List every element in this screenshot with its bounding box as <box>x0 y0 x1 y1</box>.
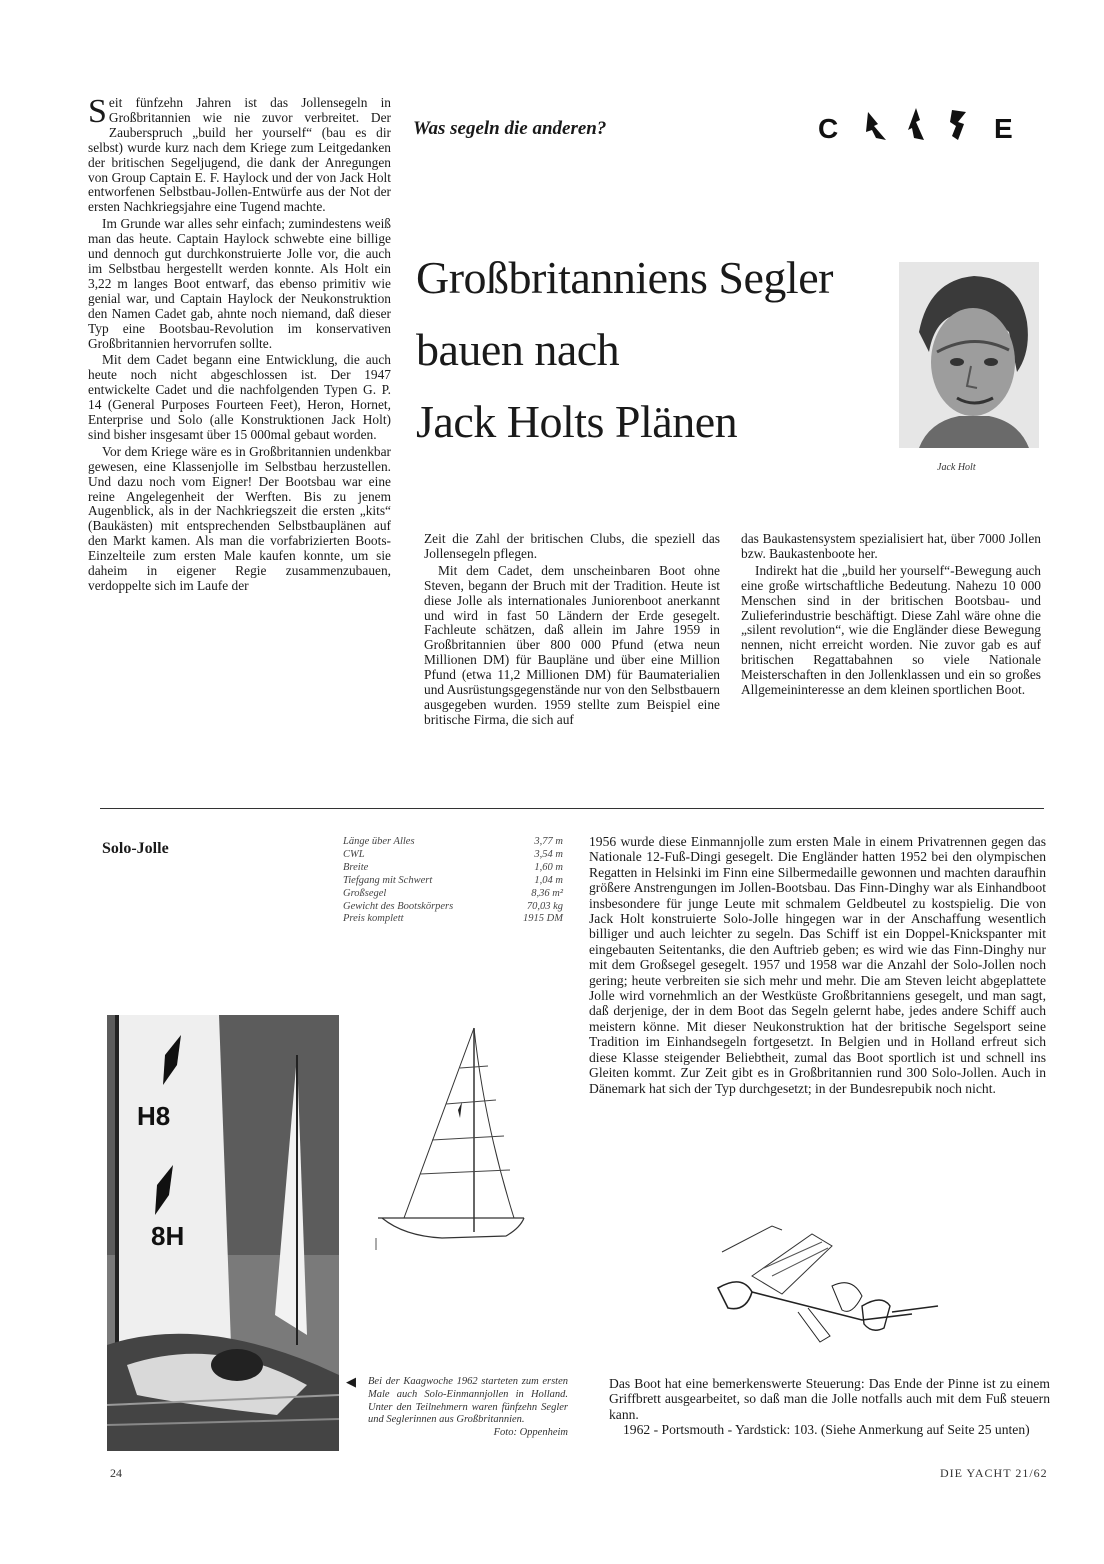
sail-number-bottom: 8H <box>151 1221 185 1251</box>
caption-pointer-icon: ◀ <box>346 1374 356 1389</box>
steering-text <box>609 1376 1050 1438</box>
classe-logo-icon <box>812 100 1022 146</box>
spec-label: Länge über Alles <box>343 836 415 847</box>
portrait-illustration <box>899 262 1039 448</box>
sail-plan-illustration <box>364 1022 534 1252</box>
right-column <box>741 532 1041 698</box>
spec-value: 3,77 m <box>534 836 563 847</box>
specs-table <box>343 836 563 926</box>
magazine-issue: DIE YACHT 21/62 <box>940 1466 1048 1480</box>
drop-cap: S <box>88 93 107 130</box>
spec-value: 1,60 m <box>534 861 563 873</box>
photo-credit: Foto: Oppenheim <box>493 1427 568 1439</box>
spec-label: Preis komplett <box>343 913 404 925</box>
left-column <box>88 93 391 594</box>
spec-value: 3,54 m <box>534 848 563 860</box>
section-divider <box>100 808 1044 809</box>
regatta-photo <box>107 1015 339 1451</box>
portrait-photo <box>899 262 1039 448</box>
middle-paragraph-2: Mit dem Cadet, dem unscheinbaren Boot ohne Steven, begann der Bruch mit der Tradition. Heute ist diese Jolle als internationales Juniorenboot anerkannt und wird in fast 50 Ländern der Erde gesegelt. Fachleute schätzen, daß allein im Jahre 1959 in Großbritannien über 800 000 Pfund (etwa neun Millionen DM) für Baupläne und über eine Million Pfund (etwa 11,2 Millionen DM) für Baumaterialien und Ausrüstungsgegenstände nur von den Selbstbauern ausgegeben wurden. 1959 stellte zum Beispiel eine britische Firma, die sich auf <box>424 562 720 727</box>
spec-label: Gewicht des Bootskörpers <box>343 900 454 912</box>
steering-paragraph-2: 1962 - Portsmouth - Yardstick: 103. (Siehe Anmerkung auf Seite 25 unten) <box>623 1422 1030 1438</box>
section-title: Solo-Jolle <box>102 840 169 857</box>
left-paragraph-3: Mit dem Cadet begann eine Entwicklung, die auch heute noch nicht abgeschlossen ist. Der 1947 entwickelte Cadet und die nachfolgenden Typen G. P. 14 (General Purposes Fourteen Feet), Heron, Hornet, Enterprise und Solo (alle Konstruktionen Jack Holt) sind bisher insgesamt über 15 000mal gebaut worden. <box>88 352 391 442</box>
headline-line-3: Jack Holts Plänen <box>416 396 738 447</box>
right-paragraph-2: Indirekt hat die „build her yourself“-Bewegung auch eine große wirtschaftliche Bedeutung. Nahezu 10 000 Menschen sind in der britischen Bootsbau- und Zulieferindustrie beschäftigt. Diese Zahl wäre ohne die „silent revolution“, wie die Engländer diese Bewegung nennen, nicht erreicht worden. Nie zuvor gab es auf britischen Regattabahnen so viele Nationale Meisterschaften in den Jollenklassen und ein so großes Allgemeininteresse an dem kleinen sportlichen Boot. <box>741 562 1041 698</box>
spec-label: Breite <box>343 861 369 873</box>
regatta-illustration <box>107 1015 339 1451</box>
sail-number-top: H8 <box>137 1101 171 1131</box>
headline <box>416 242 886 458</box>
spec-row <box>343 836 563 849</box>
solo-paragraph: 1956 wurde diese Einmannjolle zum ersten Male in einem Privatrennen gegen das Nationale 12-Fuß-Dingi gesegelt. Die Engländer hatten 1952 bei den olympischen Regatten in Helsinki im Finn eine Silbermedaille gewonnen und machten daraufhin größere Anstrengungen im Jollen-Bootsbau. Das Finn-Dinghy war als Einhandboot insbesondere für junge Leute mit schmalem Geldbeutel zu kostspielig. Die von Jack Holt konstruierte Solo-Jolle hingegen war in der Anschaffung wesentlich billiger und auch leichter zu segeln. Das Schiff ist ein Doppel-Knickspanter mit eingebauten Seitentanks, die den Auftrieb geben; es wird wie das Finn-Dinghy nur mit dem Großsegel gesegelt. 1957 und 1958 war die Anzahl der Solo-Jollen noch gering; heute verbreiten sie sich mehr und mehr. Die am Steven leicht abgeplattete Jolle wird vornehmlich an der Westküste Großbritanniens gesegelt, und man sagt, daß derjenige, der in dem Boot das Segeln gelernt habe, jedes andere Schiff auch meistern könne. Mit dieser Neukonstruktion hat der britische Segelsport seine Tradition im Einhandsegeln fortgesetzt. In Belgien und in Holland erfreut sich diese Klasse steigender Beliebtheit, zumal das Boot sportlich ist und schnell ins Gleiten kommt. Zur Zeit gibt es in Großbritannien rund 300 Solo-Jollen. Auch in Dänemark hat sich der Typ durchgesetzt; in der Bundesrepubik noch nicht. <box>589 834 1046 1096</box>
steering-illustration <box>712 1216 942 1356</box>
left-paragraph-1: eit fünfzehn Jahren ist das Jollensegeln in Großbritannien wie nie zuvor verbreitet. Der Zauberspruch „build her yourself“ (bau es dir selbst) wurde kurz nach dem Kriege zum Leitgedanken der britischen Segeljugend, die dank der Anregungen von Group Captain E. F. Haylock und der von Jack Holt entworfenen Selbstbau-Jollen-Entwürfe aus der Not der ersten Nachkriegsjahre eine Tugend machte. <box>88 95 391 215</box>
spec-label: Tiefgang mit Schwert <box>343 874 433 886</box>
steering-paragraph-1: Das Boot hat eine bemerkenswerte Steuerung: Das Ende der Pinne ist zu einem Griffbrett ausgearbeitet, so daß man die Jolle notfalls auch mit dem Fuß steuern kann. <box>609 1376 1050 1422</box>
spec-label: Großsegel <box>343 887 387 899</box>
spec-value: 70,03 kg <box>526 900 563 912</box>
left-paragraph-4: Vor dem Kriege wäre es in Großbritannien undenkbar gewesen, eine Klassenjolle im Selbstbau herzustellen. Und dazu noch vom Eigner! Der Bootsbau war eine reine Angelegenheit der Werften. Bis zu jenem Augenblick, als in der Nachkriegszeit die ersten „kits“ (Baukästen) mit entsprechenden Selbstbauplänen auf den Markt kamen. Als man die vorfabrizierten Boots-Einzelteile zum ersten Male kaufen konnte, um sie daheim in eigener Regie zusammenzubauen, verdoppelte sich im Laufe der <box>88 443 391 593</box>
svg-text:C L A S S E: C L A S S E <box>812 100 817 101</box>
svg-text:C: C <box>818 113 839 144</box>
sail-plan-drawing <box>364 1022 534 1252</box>
spec-value: 8,36 m² <box>531 887 563 899</box>
page-number: 24 <box>110 1466 122 1480</box>
classe-logo <box>812 100 1022 151</box>
middle-paragraph-1: Zeit die Zahl der britischen Clubs, die speziell das Jollensegeln pflegen. <box>424 531 720 561</box>
spec-row <box>343 849 563 862</box>
photo-caption <box>368 1376 568 1440</box>
spec-row <box>343 875 563 888</box>
headline-line-2: bauen nach <box>416 324 620 375</box>
spec-row <box>343 888 563 901</box>
solo-text <box>589 834 1046 1096</box>
spec-row <box>343 913 563 926</box>
spec-label: CWL <box>343 848 365 860</box>
left-paragraph-2: Im Grunde war alles sehr einfach; zumindestens weiß man das heute. Captain Haylock schwebte eine billige und dennoch gut durchkonstruierte Jolle vor, die auch im Selbstbau hergestellt werden konnte. Als Holt ein 3,22 m langes Boot entwarf, das ebenso primitiv wie genial war, und Captain Haylock der Neukonstruktion den Namen Cadet gab, ahnte noch niemand, daß dieser Typ eine Bootsbau-Revolution im konservativen Großbritannien hervorrufen sollte. <box>88 216 391 351</box>
headline-line-1: Großbritanniens Segler <box>416 252 833 303</box>
photo-caption-text: Bei der Kaagwoche 1962 starteten zum ersten Male auch Solo-Einmannjollen in Holland. Unter den Teilnehmern waren fünfzehn Segler und Seglerinnen aus Großbritannien. <box>368 1376 568 1426</box>
kicker: Was segeln die anderen? <box>413 118 607 139</box>
steering-drawing <box>712 1216 942 1356</box>
svg-text:E: E <box>994 113 1013 144</box>
spec-value: 1,04 m <box>534 874 563 886</box>
middle-column <box>424 532 720 728</box>
spec-value: 1915 DM <box>523 913 563 925</box>
spec-row <box>343 862 563 875</box>
portrait-caption: Jack Holt <box>937 462 976 473</box>
right-paragraph-1: das Baukastensystem spezialisiert hat, über 7000 Jollen bzw. Baukastenboote her. <box>741 531 1041 561</box>
spec-row <box>343 901 563 914</box>
